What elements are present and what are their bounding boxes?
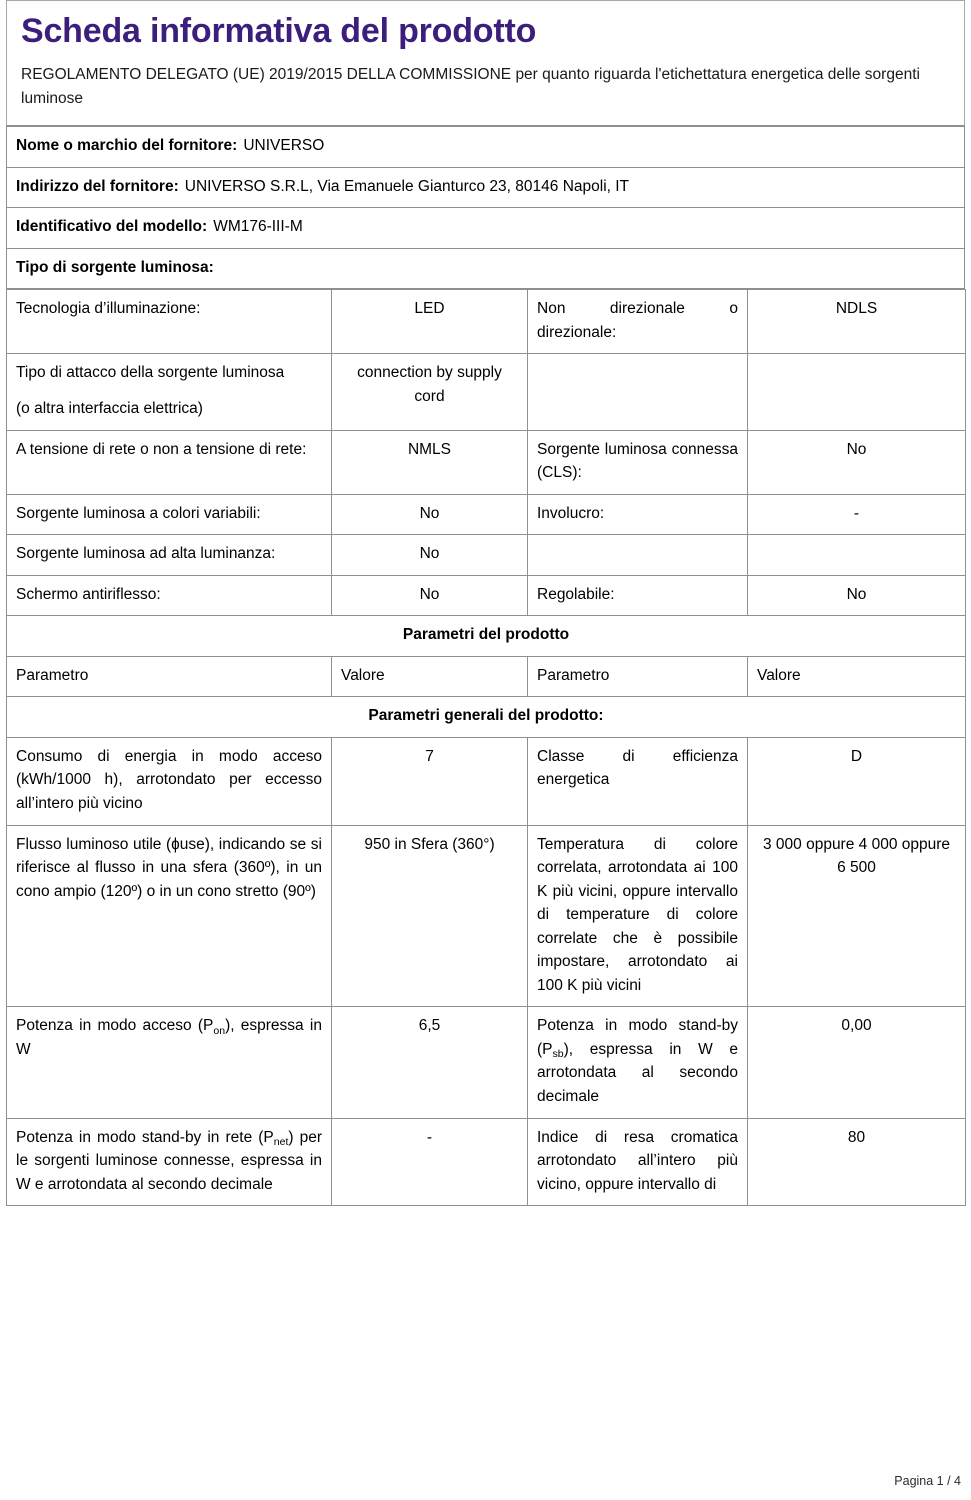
header-valore-right: Valore <box>748 656 966 697</box>
lighting-technology-value: LED <box>332 290 528 354</box>
mains-voltage-label: A tensione di rete o non a tensione di rete: <box>7 430 332 494</box>
high-luminance-right-value <box>748 535 966 576</box>
connected-light-source-label: Sorgente luminosa connessa (CLS): <box>528 430 748 494</box>
header-parametro-left: Parametro <box>7 656 332 697</box>
high-luminance-right-label <box>528 535 748 576</box>
networked-standby-power-label-pre: Potenza in modo stand-by in rete (P <box>16 1128 274 1146</box>
supplier-address-label: Indirizzo del fornitore: <box>16 177 179 195</box>
on-mode-power-label-pre: Potenza in modo acceso (P <box>16 1017 214 1035</box>
correlated-colour-temperature-label: Temperatura di colore correlata, arrotondata ai 100 K più vicini, oppure intervallo di temperature di colore correlate che è possibile impostare, arrotondato ai 100 K più vicini <box>528 825 748 1007</box>
standby-power-value: 0,00 <box>748 1007 966 1118</box>
dimmable-label: Regolabile: <box>528 575 748 616</box>
energy-consumption-value: 7 <box>332 737 528 825</box>
source-type-section-cell <box>7 248 965 289</box>
correlated-colour-temperature-value: 3 000 oppure 4 000 oppure 6 500 <box>748 825 966 1007</box>
envelope-label: Involucro: <box>528 494 748 535</box>
cap-type-label-extra: (o altra interfaccia elettrica) <box>16 399 203 417</box>
model-identifier-label: Identificativo del modello: <box>16 218 208 236</box>
table-row <box>7 494 966 535</box>
cap-type-label <box>7 354 332 430</box>
lighting-technology-label: Tecnologia d’illuminazione: <box>7 290 332 354</box>
anti-glare-shield-label: Schermo antiriflesso: <box>7 575 332 616</box>
table-row <box>7 825 966 1007</box>
model-identifier-value: WM176-III-M <box>213 218 303 236</box>
page-footer: Pagina 1 / 4 <box>894 1474 961 1488</box>
table-row <box>7 737 966 825</box>
networked-standby-power-value: - <box>332 1118 528 1206</box>
model-identifier-cell <box>7 208 965 249</box>
energy-efficiency-class-label: Classe di efficienza energetica <box>528 737 748 825</box>
energy-consumption-label: Consumo di energia in modo acceso (kWh/1000 h), arrotondato per eccesso all’intero più vicino <box>7 737 332 825</box>
supplier-name-label: Nome o marchio del fornitore: <box>16 137 238 155</box>
colour-rendering-index-value: 80 <box>748 1118 966 1206</box>
connected-light-source-value: No <box>748 430 966 494</box>
cap-type-value: connection by supply cord <box>332 354 528 430</box>
table-row <box>7 354 966 430</box>
table-row <box>7 535 966 576</box>
energy-efficiency-class-value: D <box>748 737 966 825</box>
table-row <box>7 290 966 354</box>
table-row <box>7 127 965 168</box>
table-row <box>7 430 966 494</box>
networked-standby-power-subscript: net <box>273 1135 289 1148</box>
on-mode-power-value: 6,5 <box>332 1007 528 1118</box>
on-mode-power-label <box>7 1007 332 1118</box>
table-row <box>7 248 965 289</box>
standby-power-label-pre: Potenza in modo stand-by (P <box>537 1017 738 1058</box>
product-parameters-band: Parametri del prodotto <box>7 616 966 657</box>
colour-rendering-index-label: Indice di resa cromatica arrotondato all’intero più vicino, oppure intervallo di <box>528 1118 748 1206</box>
table-row <box>7 697 966 738</box>
table-row <box>7 616 966 657</box>
envelope-value: - <box>748 494 966 535</box>
header-parametro-right: Parametro <box>528 656 748 697</box>
anti-glare-shield-value: No <box>332 575 528 616</box>
cap-type-label-main: Tipo di attacco della sorgente luminosa <box>16 364 285 382</box>
table-row <box>7 208 965 249</box>
table-row <box>7 575 966 616</box>
colour-tunable-value: No <box>332 494 528 535</box>
document-header <box>6 0 965 126</box>
light-source-type-table <box>6 289 966 1206</box>
directional-value: NDLS <box>748 290 966 354</box>
mains-voltage-value: NMLS <box>332 430 528 494</box>
general-parameters-band: Parametri generali del prodotto: <box>7 697 966 738</box>
supplier-name-value: UNIVERSO <box>243 137 325 155</box>
table-row <box>7 1007 966 1118</box>
regulation-subtitle: REGOLAMENTO DELEGATO (UE) 2019/2015 DELLA COMMISSIONE per quanto riguarda l'etichettatura energetica delle sorgenti luminose <box>21 66 920 108</box>
useful-luminous-flux-label: Flusso luminoso utile (ɸuse), indicando se si riferisce al flusso in una sfera (360º), in un cono ampio (120º) o in un cono stretto (90º) <box>7 825 332 1007</box>
directional-label: Non direzionale o direzionale: <box>528 290 748 354</box>
supplier-identity-table <box>6 126 965 289</box>
header-valore-left: Valore <box>332 656 528 697</box>
cap-type-right-label <box>528 354 748 430</box>
useful-luminous-flux-value: 950 in Sfera (360°) <box>332 825 528 1007</box>
source-type-section-label: Tipo di sorgente luminosa: <box>16 258 214 276</box>
high-luminance-label: Sorgente luminosa ad alta luminanza: <box>7 535 332 576</box>
networked-standby-power-label-post: ) per le sorgenti luminose connesse, espressa in W e arrotondata al secondo decimale <box>16 1128 322 1193</box>
standby-power-label <box>528 1007 748 1118</box>
standby-power-subscript: sb <box>552 1048 564 1061</box>
standby-power-label-post: ), espressa in W e arrotondata al secondo decimale <box>537 1040 738 1105</box>
supplier-name-cell <box>7 127 965 168</box>
table-row <box>7 1118 966 1206</box>
networked-standby-power-label <box>7 1118 332 1206</box>
colour-tunable-label: Sorgente luminosa a colori variabili: <box>7 494 332 535</box>
supplier-address-cell <box>7 167 965 208</box>
table-row <box>7 656 966 697</box>
high-luminance-value: No <box>332 535 528 576</box>
supplier-address-value: UNIVERSO S.R.L, Via Emanuele Gianturco 23, 80146 Napoli, IT <box>184 177 630 195</box>
page-title: Scheda informativa del prodotto <box>21 12 537 50</box>
table-row <box>7 167 965 208</box>
cap-type-right-value <box>748 354 966 430</box>
on-mode-power-label-post: ), espressa in W <box>16 1017 322 1058</box>
on-mode-power-subscript: on <box>213 1024 226 1037</box>
dimmable-value: No <box>748 575 966 616</box>
